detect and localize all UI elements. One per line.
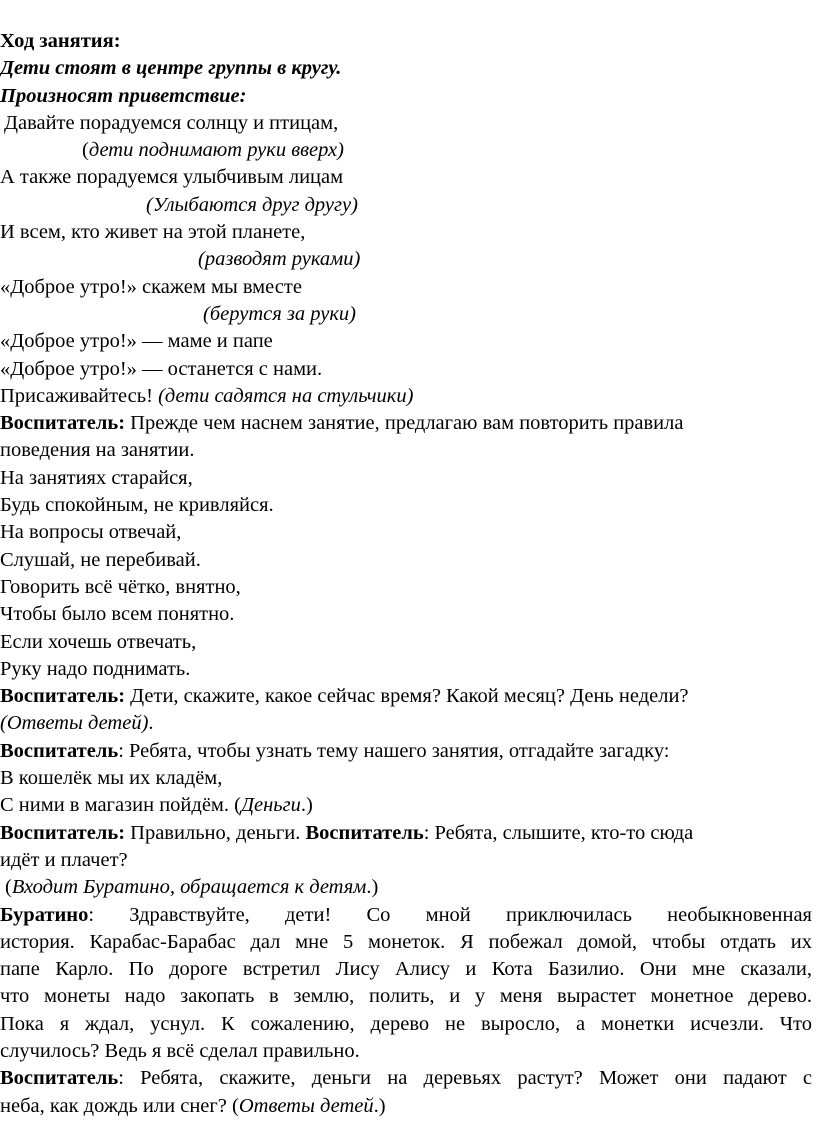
paragraph-line: (Ответы детей).	[0, 712, 154, 735]
speaker-label: Буратино	[0, 903, 89, 926]
action-note-text: дети поднимают руки вверх)	[88, 139, 344, 162]
action-note-text: (берутся за руки)	[203, 302, 356, 325]
stage-direction	[0, 55, 812, 82]
action-note-text: (Улыбаются друг другу)	[146, 193, 358, 216]
action-note-text: Входит Буратино, обращается к детям	[11, 876, 367, 899]
action-note	[0, 192, 812, 219]
paragraph-line: Воспитатель: Дети, скажите, какое сейчас время? Какой месяц? День недели?	[0, 685, 689, 708]
paragraph-line: неба, как дождь или снег? (Ответы детей.)	[0, 1094, 386, 1117]
document-page	[0, 28, 812, 1120]
verse-line: Если хочешь отвечать,	[0, 630, 197, 653]
riddle-line: В кошелёк мы их кладём,	[0, 767, 223, 790]
paragraph-line: что монеты надо закопать в землю, полить, и у меня вырастет монетное дерево.	[0, 985, 812, 1008]
heading-text: Ход занятия:	[0, 30, 121, 52]
paragraph-line: Пока я ждал, уснул. К сожалению, дерево не выросло, а монетки исчезли. Что	[0, 1012, 812, 1035]
paragraph-line: Воспитатель: Прежде чем наснем занятие, предлагаю вам повторить правила	[0, 412, 684, 435]
action-note: (Входит Буратино, обращается к детям.)	[5, 876, 379, 899]
verse-line: Давайте порадуемся солнцу и птицам,	[4, 111, 339, 134]
verse-line: Слушай, не перебивай.	[0, 548, 201, 571]
paragraph-line: идёт и плачет?	[0, 848, 128, 871]
verse-line: Говорить всё чётко, внятно,	[0, 575, 241, 598]
action-note-text: Ответы детей	[238, 1094, 374, 1117]
action-note: (дети поднимают руки вверх)	[82, 139, 344, 162]
paragraph-line: Воспитатель: Правильно, деньги. Воспитатель: Ребята, слышите, кто-то сюда	[0, 821, 694, 844]
stage-direction-text: Произносят приветствие:	[0, 84, 247, 107]
speaker-label: Воспитатель	[0, 1067, 119, 1090]
speaker-label: Воспитатель	[0, 739, 119, 762]
verse-line: Руку надо поднимать.	[0, 657, 191, 680]
verse-line: А также порадуемся улыбчивым лицам	[0, 166, 344, 189]
verse-line: «Доброе утро!» — маме и папе	[0, 330, 273, 353]
action-note-text: (разводят руками)	[198, 248, 361, 271]
verse-line: «Доброе утро!» скажем мы вместе	[0, 275, 302, 298]
paragraph-line: поведения на занятии.	[0, 439, 195, 462]
verse-line: На занятиях старайся,	[0, 466, 193, 489]
paragraph-line: случилось? Ведь я всё сделал правильно.	[0, 1039, 360, 1062]
paragraph-line: Буратино: Здравствуйте, дети! Со мной приключилась необыкновенная	[0, 903, 812, 926]
action-note	[0, 246, 812, 273]
action-note	[0, 301, 812, 328]
riddle-answer: Деньги	[241, 794, 301, 817]
paragraph-line: Воспитатель: Ребята, скажите, деньги на деревьях растут? Может они падают с	[0, 1067, 812, 1090]
verse-line: Чтобы было всем понятно.	[0, 603, 235, 626]
speaker-label: Воспитатель	[305, 821, 424, 844]
speaker-label: Воспитатель:	[0, 821, 126, 844]
speaker-label: Воспитатель:	[0, 685, 126, 708]
riddle-line: С ними в магазин пойдём. (Деньги.)	[0, 794, 313, 817]
verse-line: На вопросы отвечай,	[0, 521, 182, 544]
section-heading	[0, 28, 812, 55]
paragraph-line: Воспитатель: Ребята, чтобы узнать тему нашего занятия, отгадайте загадку:	[0, 739, 670, 762]
speaker-label: Воспитатель:	[0, 412, 126, 435]
action-note-text: (Ответы детей)	[0, 712, 149, 735]
verse-line: Будь спокойным, не кривляйся.	[0, 494, 274, 517]
paragraph-line: история. Карабас-Барабас дал мне 5 монеток. Я побежал домой, чтобы отдать их	[0, 930, 812, 953]
verse-line: И всем, кто живет на этой планете,	[0, 221, 306, 244]
action-note-text: (дети садятся на стульчики)	[158, 384, 414, 407]
paragraph-line: папе Карло. По дороге встретил Лису Алису и Кота Базилио. Они мне сказали,	[0, 958, 812, 981]
verse-line: «Доброе утро!» — останется с нами.	[0, 357, 323, 380]
stage-direction	[0, 83, 812, 110]
paragraph-line: Присаживайтесь! (дети садятся на стульчики)	[0, 384, 414, 407]
stage-direction-text: Дети стоят в центре группы в кругу.	[0, 57, 342, 80]
